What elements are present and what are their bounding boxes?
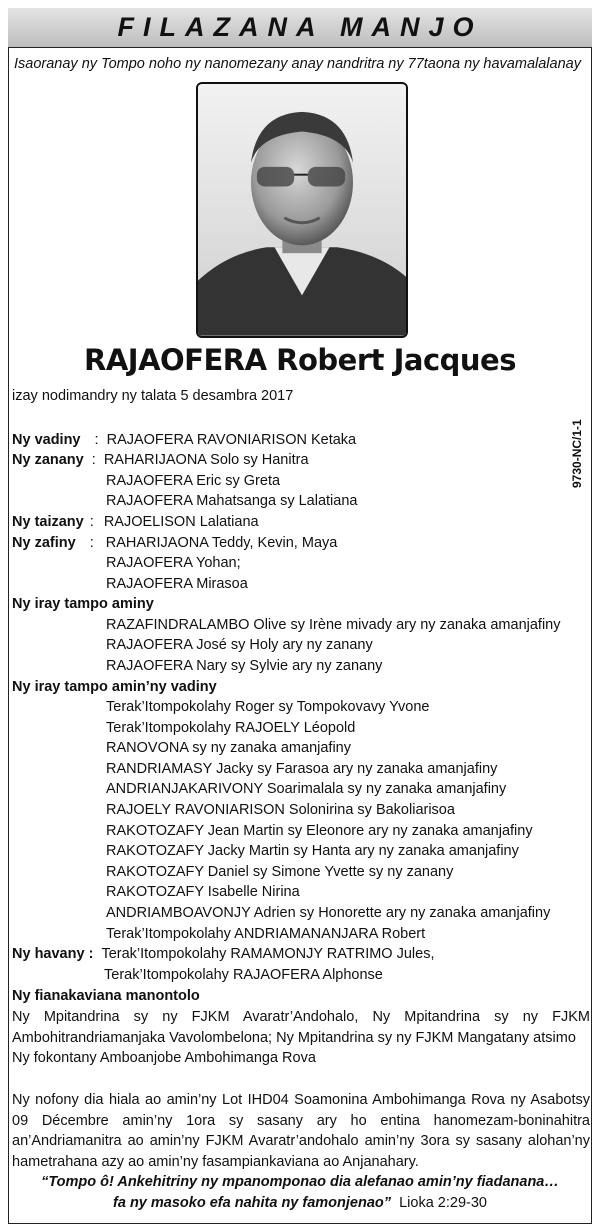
family-value: RAHARIJAONA Teddy, Kevin, Maya <box>105 535 338 551</box>
family-line: RAZAFINDRALAMBO Olive sy Irène mivady ary ny zanaka amanjafiny <box>106 617 561 633</box>
family-row-havany <box>12 946 434 963</box>
family-line: RAJAOFERA Mirasoa <box>106 576 248 592</box>
family-line: ANDRIAMBOAVONJY Adrien sy Honorette ary ny zanaka amanjafiny <box>106 905 551 921</box>
family-row-zanany <box>12 452 309 469</box>
family-label-iray-tampo-vadiny: Ny iray tampo amin’ny vadiny <box>12 679 217 695</box>
family-label: Ny zafiny <box>12 535 76 551</box>
family-paragraph: Ny Mpitandrina sy ny FJKM Avaratr’Andohalo, Ny Mpitandrina sy ny FJKM Ambohitrandriamanjaka Vavolombelona; Ny Mpitandrina sy ny FJKM Mangatany atsimo <box>12 1009 590 1046</box>
family-line: RAJOELY RAVONIARISON Solonirina sy Bakoliarisoa <box>106 802 455 818</box>
portrait-photo <box>196 82 408 338</box>
family-row-taizany <box>12 514 259 531</box>
family-separator: : <box>89 535 94 551</box>
notice-banner <box>8 8 592 48</box>
reference-code: 9730-NC/1-1 <box>570 419 584 488</box>
family-line: Terak’Itompokolahy RAJOELY Léopold <box>106 720 356 736</box>
family-line: Terak’Itompokolahy ANDRIAMANANJARA Robert <box>106 926 426 942</box>
bible-verse <box>0 1172 600 1214</box>
family-line: Ny fokontany Amboanjobe Ambohimanga Rova <box>12 1050 316 1066</box>
verse-line-2: fa ny masoko efa nahita ny famonjenao” <box>113 1195 392 1211</box>
intro-text: Isaoranay ny Tompo noho ny nanomezany anay nandritra ny 77taona ny havamalalanay <box>14 56 581 72</box>
family-line: RAJAOFERA Eric sy Greta <box>106 473 281 489</box>
family-separator: : <box>91 452 96 468</box>
family-line: RAKOTOZAFY Jacky Martin sy Hanta ary ny zanaka amanjafiny <box>106 843 519 859</box>
verse-reference: Lioka 2:29-30 <box>399 1195 487 1211</box>
family-row-zafiny <box>12 535 337 552</box>
family-line: RAJAOFERA Nary sy Sylvie ary ny zanany <box>106 658 383 674</box>
deceased-name: RAJAOFERA Robert Jacques <box>84 343 516 377</box>
family-line: RAJAOFERA Yohan; <box>106 555 241 571</box>
family-line: RAKOTOZAFY Isabelle Nirina <box>106 884 300 900</box>
family-line: RANOVONA sy ny zanaka amanjafiny <box>106 740 351 756</box>
family-label: Ny havany : <box>12 946 94 962</box>
verse-line-1: “Tompo ô! Ankehitriny ny mpanomponao dia alefanao amin’ny fiadanana… <box>41 1174 559 1190</box>
family-label-fianakaviana: Ny fianakaviana manontolo <box>12 988 200 1004</box>
family-label: Ny zanany <box>12 452 84 468</box>
family-value: Terak’Itompokolahy RAMAMONJY RATRIMO Jules, <box>101 946 435 962</box>
family-line: ANDRIANJAKARIVONY Soarimalala sy ny zanaka amanjafiny <box>106 781 507 797</box>
family-row-vadiny <box>12 432 356 449</box>
family-line: RAJAOFERA José sy Holy ary ny zanany <box>106 637 373 653</box>
family-label: Ny vadiny <box>12 432 81 448</box>
family-line: RAKOTOZAFY Jean Martin sy Eleonore ary ny zanaka amanjafiny <box>106 823 533 839</box>
family-value: RAHARIJAONA Solo sy Hanitra <box>103 452 309 468</box>
family-value: RAJAOFERA RAVONIARISON Ketaka <box>106 432 357 448</box>
family-line: Terak’Itompokolahy Roger sy Tompokovavy Yvone <box>106 699 430 715</box>
family-line: RAKOTOZAFY Daniel sy Simone Yvette sy ny zanany <box>106 864 454 880</box>
family-label: Ny taizany <box>12 514 84 530</box>
family-line: Terak’Itompokolahy RAJAOFERA Alphonse <box>104 967 383 983</box>
family-line: RAJAOFERA Mahatsanga sy Lalatiana <box>106 493 358 509</box>
family-label-iray-tampo-aminy: Ny iray tampo aminy <box>12 596 154 612</box>
family-line: RANDRIAMASY Jacky sy Farasoa ary ny zanaka amanjafiny <box>106 761 498 777</box>
portrait-photo-icon <box>198 84 406 336</box>
death-date: izay nodimandry ny talata 5 desambra 2017 <box>12 388 294 404</box>
funeral-announcement: Ny nofony dia hiala ao amin’ny Lot IHD04 Soamonina Ambohimanga Rova ny Asabotsy 09 Décembre amin’ny 1ora sy sasany ary ho entina hanomezam-boninahitra an’Andriamanitra ao amin’ny FJKM Avaratr’andohalo amin’ny 3ora sy sasany alohan’ny hametrahana azy ao amin’ny fasampiankaviana ao Anjanahary. <box>12 1092 590 1170</box>
notice-title: FILAZANA MANJO <box>117 12 483 42</box>
family-value: RAJOELISON Lalatiana <box>103 514 259 530</box>
family-separator: : <box>94 432 99 448</box>
family-separator: : <box>89 514 94 530</box>
